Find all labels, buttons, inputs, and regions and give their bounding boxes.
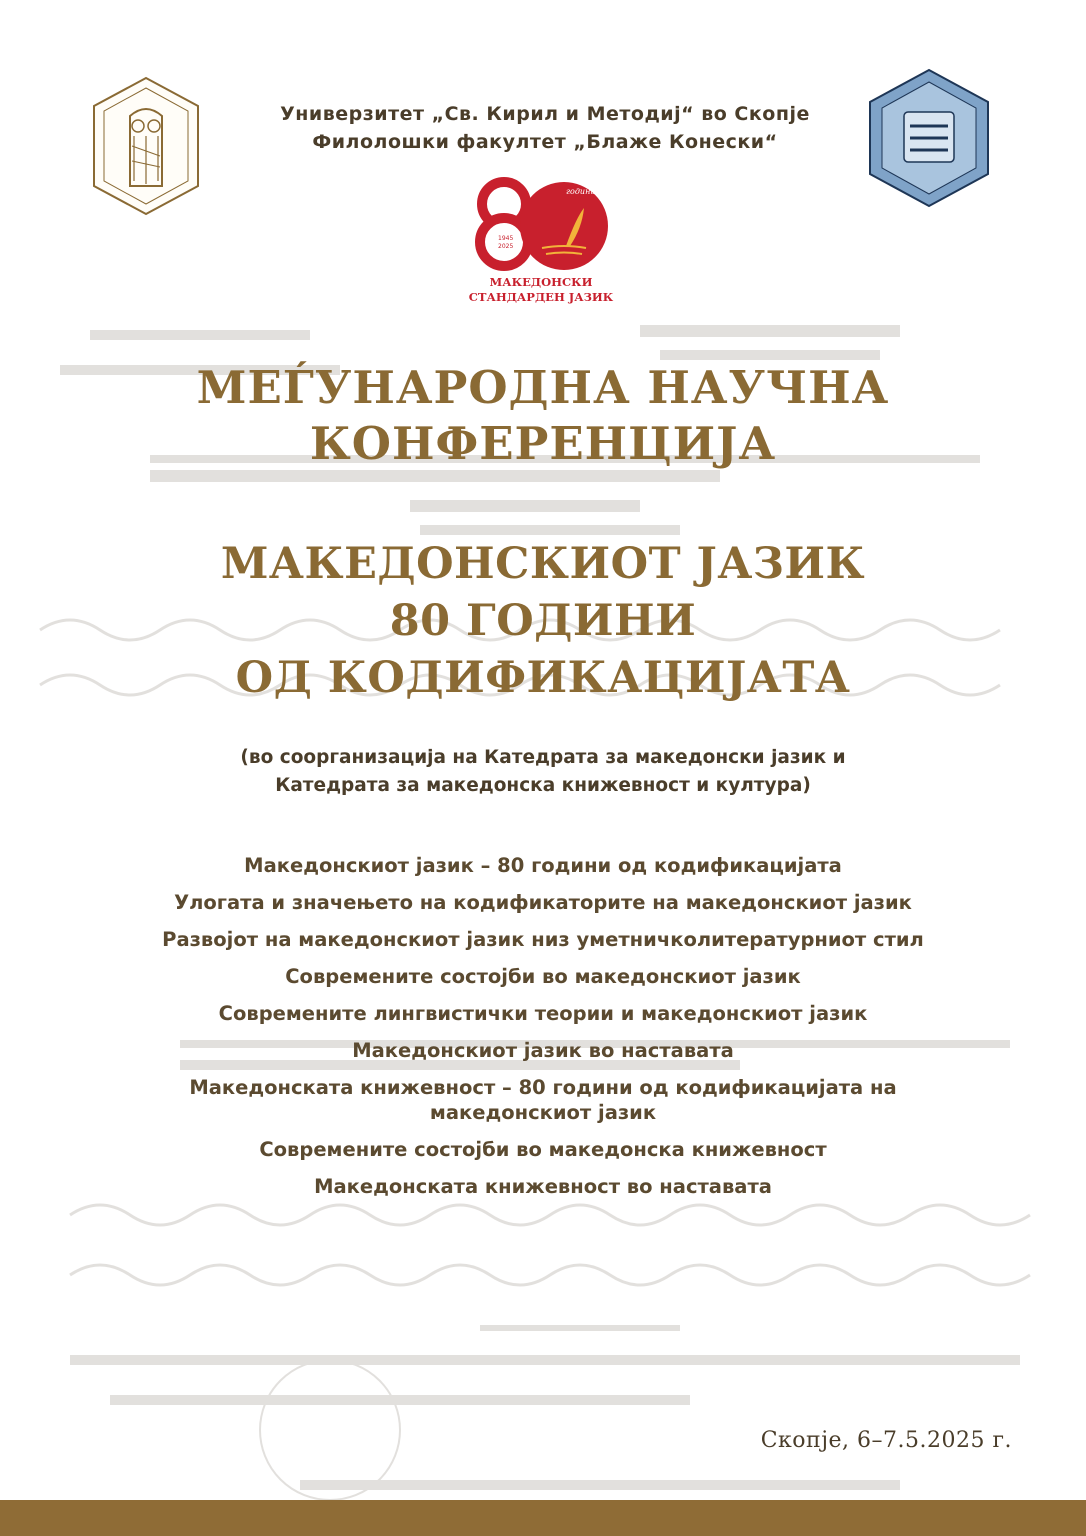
coorganization-note <box>140 744 946 800</box>
years-start: 1945 <box>498 235 514 242</box>
topic-item: Македонскиот јазик – 80 години од кодификацијата <box>244 854 842 877</box>
topic-item: Современите лингвистички теории и македонскиот јазик <box>218 1002 868 1025</box>
anniversary-caption <box>466 275 616 305</box>
anniversary-caption-line1: МАКЕДОНСКИ <box>489 275 593 289</box>
coorganization-line2: Катедрата за македонска книжевност и култура) <box>275 775 811 796</box>
topics-list <box>60 847 1026 1205</box>
topic-item: Македонскиот јазик во наставата <box>352 1039 734 1062</box>
title-line1: МЕЃУНАРОДНА НАУЧНА <box>196 361 890 414</box>
topic-item: Современите состојби во македонска книжевност <box>259 1138 827 1161</box>
title-line4: 80 ГОДИНИ <box>389 596 697 646</box>
anniversary-caption-line2: СТАНДАРДЕН ЈАЗИК <box>468 290 614 304</box>
title-line3: МАКЕДОНСКИОТ ЈАЗИК <box>220 539 866 589</box>
conference-subtitle <box>100 536 986 707</box>
anniversary-80-logo-icon <box>466 170 616 275</box>
coorganization-line1: (во соорганизација на Катедрата за македонски јазик и <box>240 747 846 768</box>
topic-item: Развојот на македонскиот јазик низ уметничколитературниот стил <box>162 928 924 951</box>
topic-item: Улогата и значењето на кодификаторите на македонскиот јазик <box>174 891 912 914</box>
university-name: Универзитет „Св. Кирил и Методиј“ во Скопје <box>280 103 810 125</box>
university-seal-icon <box>90 76 202 216</box>
conference-title <box>100 360 986 472</box>
years-end: 2025 <box>498 243 514 250</box>
header-institution <box>200 100 890 156</box>
faculty-name: Филолошки факултет „Блаже Конески“ <box>312 131 778 153</box>
place-date: Скопје, 6–7.5.2025 г. <box>760 1428 1012 1453</box>
anniversary-logo <box>466 170 616 315</box>
title-line2: КОНФЕРЕНЦИЈА <box>309 417 777 470</box>
years-word: години <box>566 187 596 196</box>
topic-item: Македонската книжевност во наставата <box>314 1175 772 1198</box>
topic-item: Македонската книжевност – 80 години од кодификацијата на македонскиот јазик <box>189 1076 897 1124</box>
title-line5: ОД КОДИФИКАЦИЈАТА <box>235 653 851 703</box>
footer-band <box>0 1500 1086 1536</box>
topic-item: Современите состојби во македонскиот јазик <box>285 965 801 988</box>
